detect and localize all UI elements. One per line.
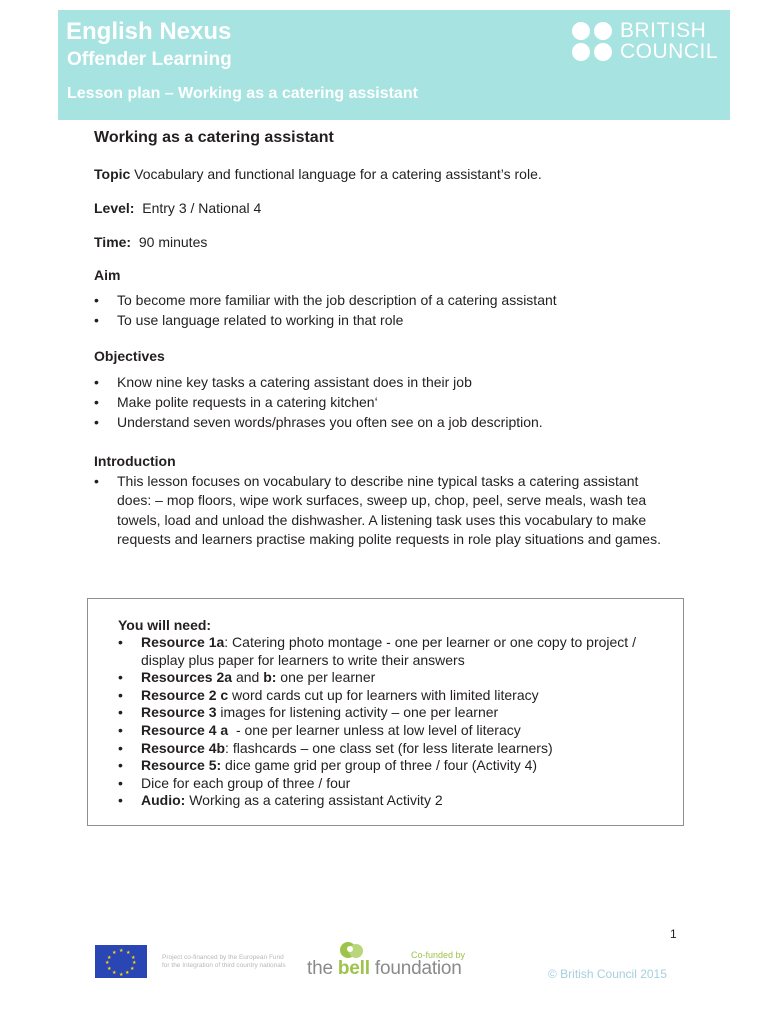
british-council-logo bbox=[572, 20, 718, 62]
objectives-heading: Objectives bbox=[94, 348, 165, 364]
british-council-dots-icon bbox=[572, 22, 613, 61]
topic-value: Vocabulary and functional language for a catering assistant’s role. bbox=[130, 166, 542, 182]
list-item: • Resource 5: dice game grid per group of three / four (Activity 4) bbox=[118, 757, 673, 775]
list-item: • Resource 1a: Catering photo montage - one per learner or one copy to project / display plus paper for learners to write their answers bbox=[118, 634, 673, 669]
lesson-plan-title: Lesson plan – Working as a catering assistant bbox=[67, 85, 418, 102]
eu-flag-icon: ★ ★ ★ ★ ★ ★ ★ ★ ★ ★ ★ ★ bbox=[95, 945, 147, 978]
introduction-list bbox=[94, 472, 674, 549]
introduction-heading: Introduction bbox=[94, 453, 176, 469]
list-item: • Resource 2 c word cards cut up for learners with limited literacy bbox=[118, 687, 673, 705]
list-item: • Audio: Working as a catering assistant Activity 2 bbox=[118, 792, 673, 810]
level-value: Entry 3 / National 4 bbox=[134, 200, 262, 216]
document-title: Working as a catering assistant bbox=[94, 129, 334, 146]
list-item: • Resource 4b: flashcards – one class set (for less literate learners) bbox=[118, 740, 673, 758]
list-item: • Dice for each group of three / four bbox=[118, 775, 673, 793]
header-banner bbox=[58, 10, 730, 120]
time-row bbox=[94, 234, 207, 250]
list-item: • Resource 4 a - one per learner unless at low level of literacy bbox=[118, 722, 673, 740]
logo-line-2: COUNCIL bbox=[619, 40, 718, 63]
list-item: • Make polite requests in a catering kitchen‘ bbox=[94, 392, 694, 412]
programme-title: English Nexus bbox=[66, 18, 232, 45]
bell-foundation-logo: the bell foundation bbox=[307, 958, 462, 979]
page-number: 1 bbox=[670, 927, 677, 941]
you-will-need-box bbox=[87, 598, 684, 826]
aim-heading: Aim bbox=[94, 267, 121, 283]
level-row bbox=[94, 200, 261, 216]
programme-subtitle: Offender Learning bbox=[67, 49, 232, 70]
list-item: • To become more familiar with the job description of a catering assistant bbox=[94, 290, 694, 310]
time-value: 90 minutes bbox=[131, 234, 208, 250]
topic-label: Topic bbox=[94, 166, 131, 182]
list-item: • Understand seven words/phrases you often see on a job description. bbox=[94, 412, 694, 432]
level-label: Level: bbox=[94, 200, 135, 216]
co-funded-label: Co-funded by bbox=[411, 950, 466, 960]
list-item: • Resource 3 images for listening activity – one per learner bbox=[118, 704, 673, 722]
list-item: • Resources 2a and b: one per learner bbox=[118, 669, 673, 687]
list-item: • To use language related to working in that role bbox=[94, 310, 694, 330]
list-item: • Know nine key tasks a catering assistant does in their job bbox=[94, 372, 694, 392]
resources-list bbox=[118, 634, 673, 810]
copyright-text: © British Council 2015 bbox=[548, 967, 667, 981]
topic-row bbox=[94, 166, 542, 182]
list-item: • This lesson focuses on vocabulary to describe nine typical tasks a catering assistant does: – mop floors, wipe work surfaces, sweep up, chop, peel, serve meals, wash tea towels, load and unload the dishwasher. A listening task uses this vocabulary to make requests and learners practise making polite requests in role play situations and games. bbox=[94, 472, 674, 549]
logo-line-1: BRITISH bbox=[619, 19, 707, 42]
eu-funding-note: Project co-financed by the European Fund for the Integration of third country nationals bbox=[162, 954, 286, 969]
time-label: Time: bbox=[94, 234, 132, 250]
you-will-need-heading: You will need: bbox=[118, 617, 212, 633]
aim-list bbox=[94, 290, 694, 330]
objectives-list bbox=[94, 372, 694, 432]
